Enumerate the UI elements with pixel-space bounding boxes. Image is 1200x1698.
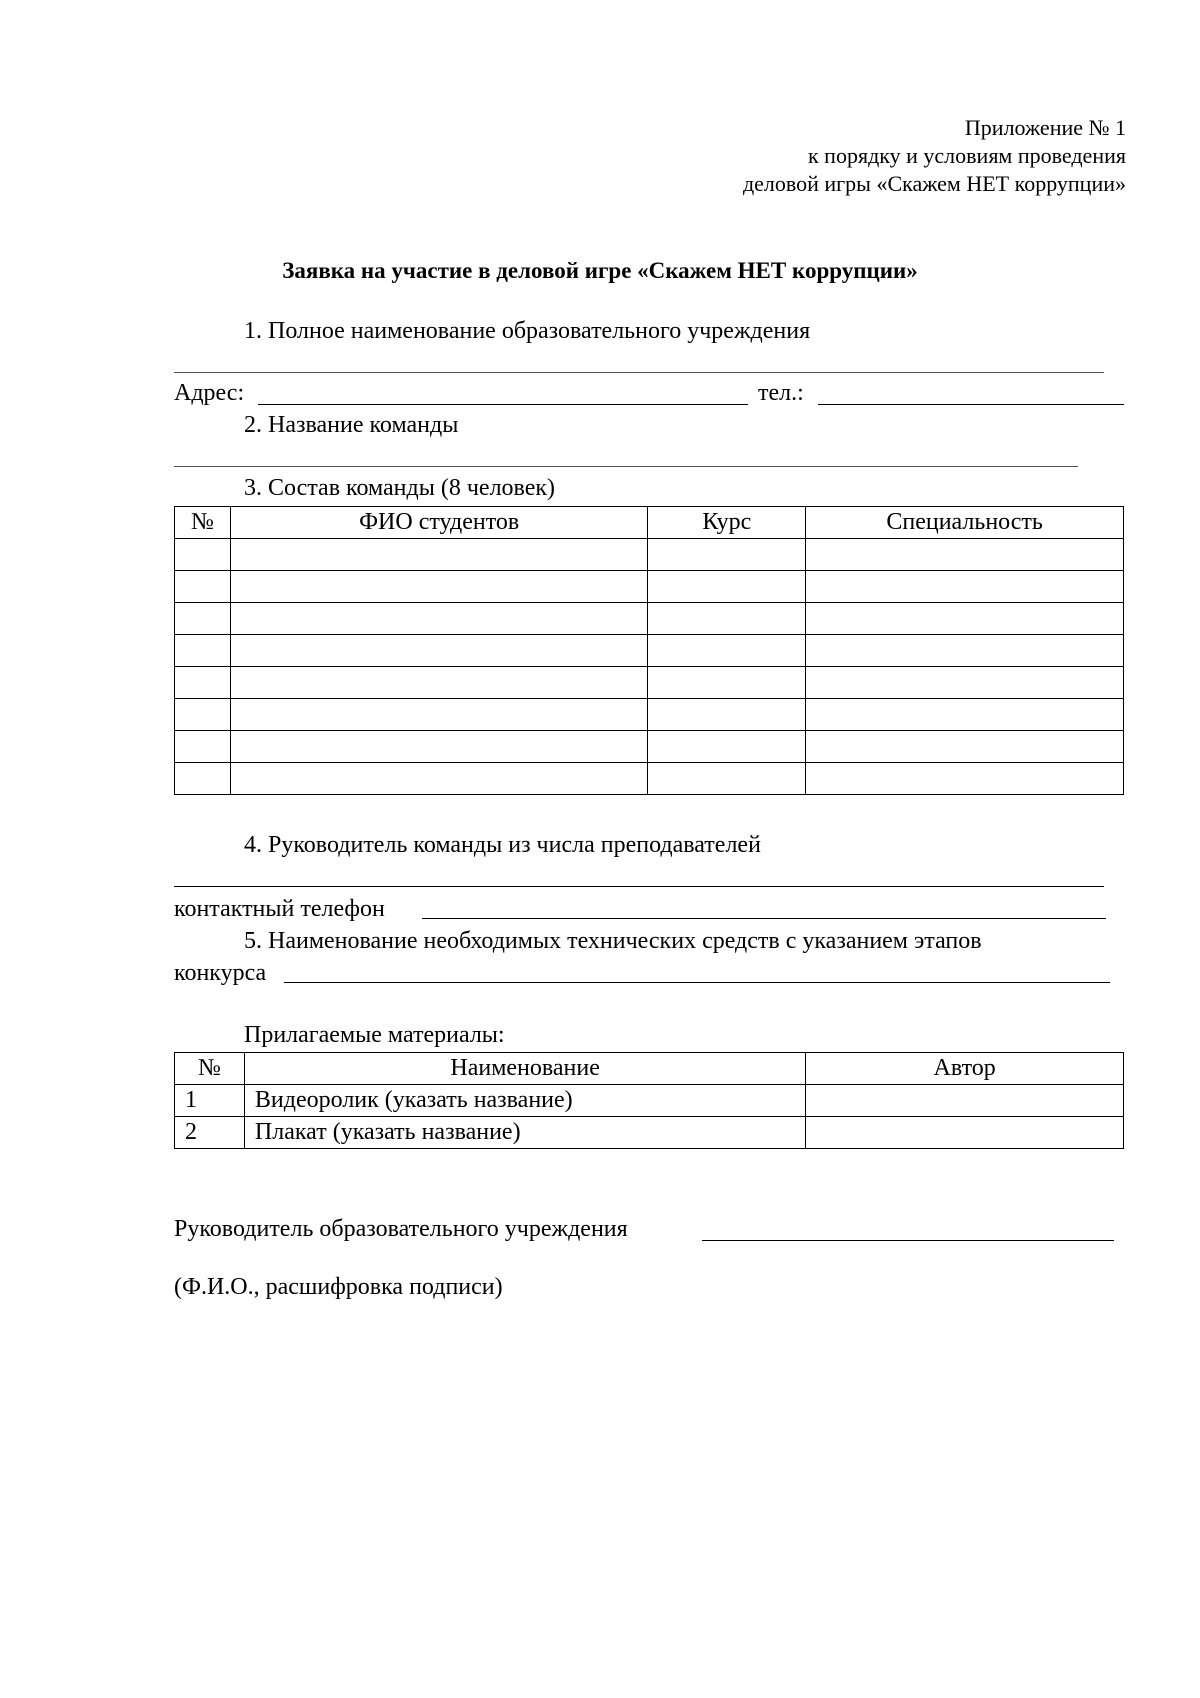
table-row (175, 635, 1124, 667)
cell[interactable] (806, 763, 1124, 795)
material-number: 1 (175, 1085, 245, 1117)
cell[interactable] (806, 667, 1124, 699)
table-row (175, 1117, 1124, 1149)
table-row (175, 763, 1124, 795)
cell[interactable] (648, 731, 806, 763)
material-number: 2 (175, 1117, 245, 1149)
col-number-header: № (175, 507, 231, 539)
appendix-line-1: Приложение № 1 (964, 115, 1126, 140)
phone-field[interactable] (818, 404, 1124, 405)
materials-table (174, 1052, 1124, 1149)
cell[interactable] (175, 603, 231, 635)
cell[interactable] (230, 699, 647, 731)
team-leader-field[interactable] (174, 886, 1104, 887)
material-author[interactable] (806, 1085, 1124, 1117)
signature-field[interactable] (702, 1240, 1114, 1241)
cell[interactable] (175, 763, 231, 795)
materials-label: Прилагаемые материалы: (244, 1022, 505, 1048)
cell[interactable] (230, 603, 647, 635)
materials-name-header: Наименование (244, 1053, 805, 1085)
cell[interactable] (648, 635, 806, 667)
cell[interactable] (648, 571, 806, 603)
col-specialty-header: Специальность (806, 507, 1124, 539)
contact-phone-label: контактный телефон (174, 896, 385, 922)
appendix-line-2: к порядку и условиям проведения (807, 143, 1126, 168)
cell[interactable] (230, 539, 647, 571)
table-row (175, 603, 1124, 635)
section-1-label: 1. Полное наименование образовательного учреждения (244, 318, 811, 344)
col-fio-header: ФИО студентов (230, 507, 647, 539)
cell[interactable] (175, 635, 231, 667)
document-title: Заявка на участие в деловой игре «Скажем НЕТ коррупции» (282, 258, 918, 283)
cell[interactable] (648, 603, 806, 635)
cell[interactable] (648, 539, 806, 571)
materials-number-header: № (175, 1053, 245, 1085)
appendix-header (743, 114, 1126, 198)
section-4-label: 4. Руководитель команды из числа преподавателей (244, 832, 761, 858)
table-row (175, 571, 1124, 603)
address-label: Адрес: (174, 380, 245, 406)
col-course-header: Курс (648, 507, 806, 539)
cell[interactable] (648, 667, 806, 699)
technical-means-field[interactable] (284, 982, 1110, 983)
cell[interactable] (175, 667, 231, 699)
cell[interactable] (806, 635, 1124, 667)
section-2-label: 2. Название команды (244, 412, 459, 438)
cell[interactable] (230, 763, 647, 795)
cell[interactable] (230, 635, 647, 667)
cell[interactable] (175, 571, 231, 603)
cell[interactable] (806, 571, 1124, 603)
cell[interactable] (806, 731, 1124, 763)
section-5-label: 5. Наименование необходимых технических средств с указанием этапов (244, 928, 982, 954)
cell[interactable] (648, 699, 806, 731)
team-members-table (174, 506, 1124, 795)
cell[interactable] (806, 539, 1124, 571)
institution-name-field[interactable] (174, 372, 1104, 373)
cell[interactable] (230, 667, 647, 699)
cell[interactable] (175, 699, 231, 731)
cell[interactable] (230, 731, 647, 763)
cell[interactable] (175, 539, 231, 571)
material-name: Видеоролик (указать название) (244, 1085, 805, 1117)
cell[interactable] (230, 571, 647, 603)
phone-label: тел.: (758, 380, 804, 406)
material-author[interactable] (806, 1117, 1124, 1149)
materials-author-header: Автор (806, 1053, 1124, 1085)
team-table-header-row (175, 507, 1124, 539)
contact-phone-field[interactable] (422, 918, 1106, 919)
signature-note: (Ф.И.О., расшифровка подписи) (174, 1274, 503, 1300)
table-row (175, 667, 1124, 699)
cell[interactable] (806, 699, 1124, 731)
appendix-line-3: деловой игры «Скажем НЕТ коррупции» (742, 171, 1126, 196)
materials-header-row (175, 1053, 1124, 1085)
table-row (175, 1085, 1124, 1117)
address-field[interactable] (258, 404, 748, 405)
cell[interactable] (806, 603, 1124, 635)
table-row (175, 731, 1124, 763)
cell[interactable] (175, 731, 231, 763)
table-row (175, 699, 1124, 731)
table-row (175, 539, 1124, 571)
section-3-label: 3. Состав команды (8 человек) (244, 475, 556, 501)
section-5-label-cont: конкурса (174, 960, 267, 986)
team-name-field[interactable] (174, 466, 1078, 467)
signature-label: Руководитель образовательного учреждения (174, 1216, 628, 1242)
cell[interactable] (648, 763, 806, 795)
material-name: Плакат (указать название) (244, 1117, 805, 1149)
